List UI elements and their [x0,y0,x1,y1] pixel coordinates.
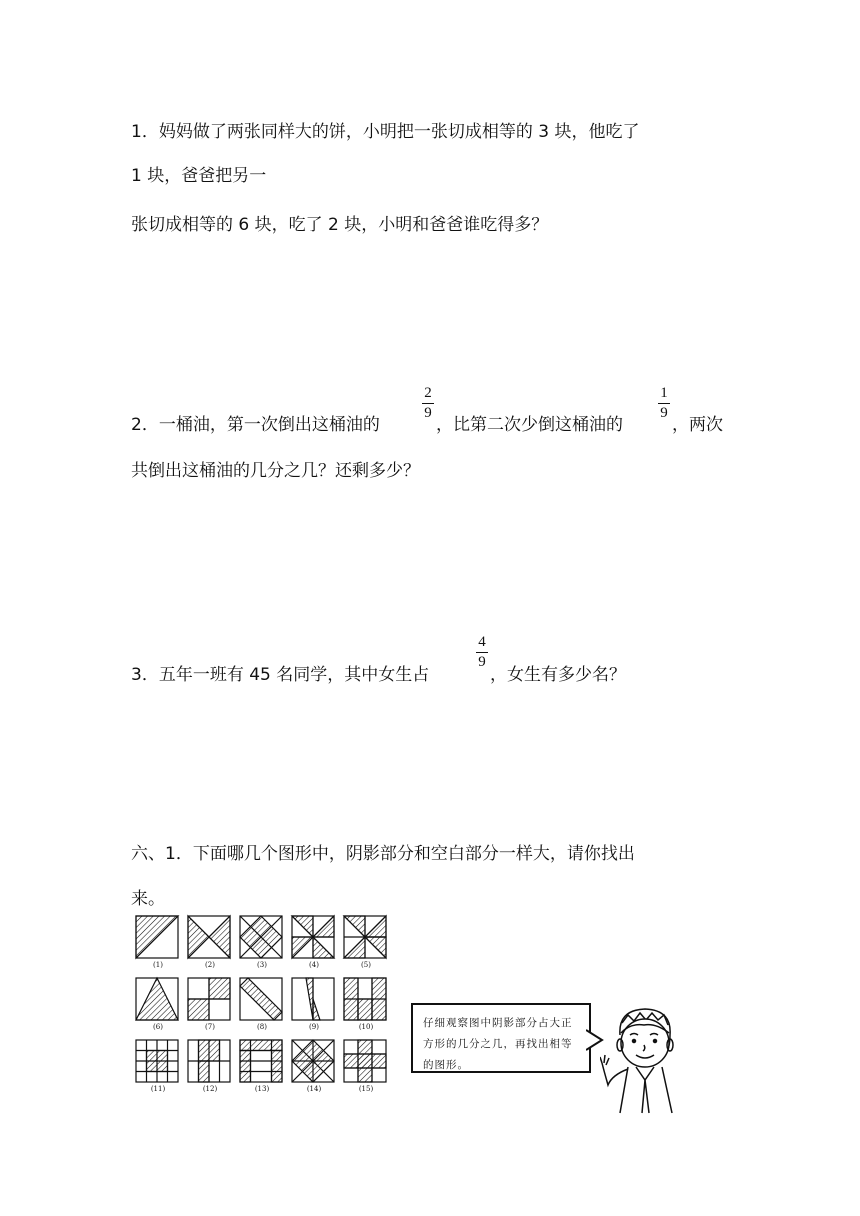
figure-caption: (15) [358,1085,374,1093]
figure-2 [188,916,230,958]
figure-caption: (2) [205,961,215,969]
figure-caption: (10) [358,1023,374,1031]
boy-illustration [600,1005,690,1115]
q3-part2: ，女生有多少名？ [490,665,626,685]
fraction-numerator: 1 [660,385,668,401]
q2-fraction-1 [422,385,434,422]
fraction-denominator: 9 [424,405,432,421]
figure-15 [344,1040,386,1082]
figure-caption: (7) [205,1023,215,1031]
q1-line1: 1．妈妈做了两张同样大的饼，小明把一张切成相等的 3 块，他吃了 [131,122,640,142]
figure-14 [292,1040,334,1082]
figure-4 [292,916,334,958]
figure-caption: (3) [257,961,267,969]
fraction-denominator: 9 [660,405,668,421]
figure-9 [292,978,334,1020]
figure-caption: (5) [361,961,371,969]
figure-caption: (11) [150,1085,166,1093]
figure-7 [188,978,230,1020]
figure-5 [344,916,386,958]
figure-11 [136,1040,178,1082]
q1-line3: 张切成相等的 6 块，吃了 2 块，小明和爸爸谁吃得多？ [131,215,549,235]
figure-caption: (6) [153,1023,163,1031]
figure-caption: (12) [202,1085,218,1093]
q2-line2: 共倒出这桶油的几分之几？还剩多少？ [131,461,420,481]
fraction-numerator: 4 [478,634,486,650]
figure-13 [240,1040,282,1082]
figure-8 [240,978,282,1020]
q3-part1: 3．五年一班有 45 名同学，其中女生占 [131,665,430,685]
fraction-numerator: 2 [424,385,432,401]
q3-fraction [476,634,488,671]
fraction-bar [476,652,488,653]
q2-fraction-2 [658,385,670,422]
q2-line1-part3: ，两次 [672,415,723,435]
q1-line2: 1 块，爸爸把另一 [131,166,267,186]
figure-1 [136,916,178,958]
fraction-bar [658,403,670,404]
q6-line2: 来。 [131,889,165,909]
fraction-bar [422,403,434,404]
fraction-denominator: 9 [478,654,486,670]
figure-3 [240,916,282,958]
figure-10 [344,978,386,1020]
figure-6 [136,978,178,1020]
speech-bubble-text: 仔细观察图中阴影部分占大正方形的几分之几，再找出相等的图形。 [423,1017,573,1071]
q6-line1: 六、1．下面哪几个图形中，阴影部分和空白部分一样大，请你找出 [131,844,635,864]
figure-12 [188,1040,230,1082]
q2-line1-part1: 2．一桶油，第一次倒出这桶油的 [131,415,380,435]
shaded-figures-grid [130,910,400,1100]
figure-caption: (14) [306,1085,322,1093]
q2-line1-part2: ，比第二次少倒这桶油的 [436,415,623,435]
figure-caption: (1) [153,961,163,969]
figure-caption: (4) [309,961,319,969]
figure-caption: (13) [254,1085,270,1093]
speech-bubble [411,1003,591,1073]
figure-caption: (8) [257,1023,267,1031]
figure-caption: (9) [309,1023,319,1031]
